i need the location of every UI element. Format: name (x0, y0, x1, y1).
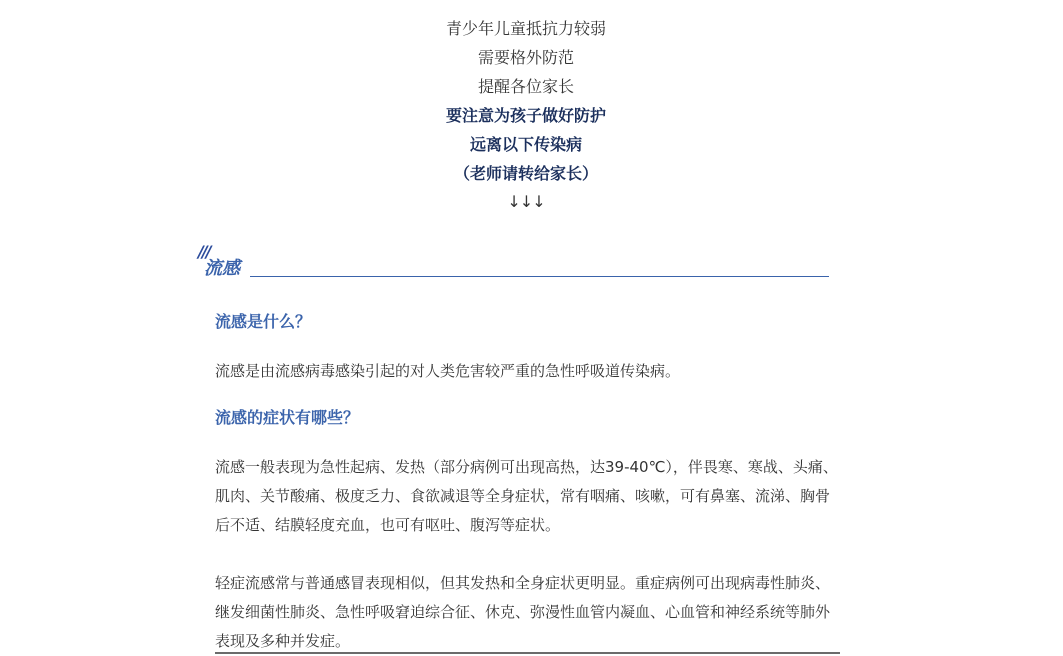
section-title: 流感 (204, 258, 240, 279)
paragraph-mild-severe: 轻症流感常与普通感冒表现相似，但其发热和全身症状更明显。重症病例可出现病毒性肺炎、继发细菌性肺炎、急性呼吸窘迫综合征、休克、弥漫性血管内凝血、心血管和神经系统等肺外表现及多种并发症。 (215, 574, 831, 650)
intro-line: 青少年儿童抵抗力较弱 (445, 19, 606, 38)
intro-line: 提醒各位家长 (477, 77, 574, 96)
question-what-is-flu: 流感是什么？ (215, 312, 312, 331)
intro-line: 需要格外防范 (477, 48, 574, 67)
question-flu-symptoms: 流感的症状有哪些？ (215, 408, 360, 427)
intro-emphasis-line: 要注意为孩子做好防护 (445, 106, 606, 125)
section-divider (250, 276, 829, 277)
intro-emphasis-line: 远离以下传染病 (469, 135, 582, 154)
down-arrows-icon: ↓↓↓ (507, 192, 545, 211)
answer-what-is-flu: 流感是由流感病毒感染引起的对人类危害较严重的急性呼吸道传染病。 (215, 362, 681, 380)
section-heading (196, 244, 836, 284)
intro-emphasis-line: （老师请转给家长） (453, 164, 598, 183)
intro-block (0, 14, 1052, 212)
answer-flu-symptoms: 流感一般表现为急性起病、发热（部分病例可出现高热，达39-40℃），伴畏寒、寒战、头痛、肌肉、关节酸痛、极度乏力、食欲减退等全身症状，常有咽痛、咳嗽，可有鼻塞、流涕、胸骨后不适、结膜轻度充血，也可有呕吐、腹泻等症状。 (215, 458, 838, 534)
slashes-decoration-icon: /// (198, 242, 210, 261)
article-body (215, 310, 840, 656)
